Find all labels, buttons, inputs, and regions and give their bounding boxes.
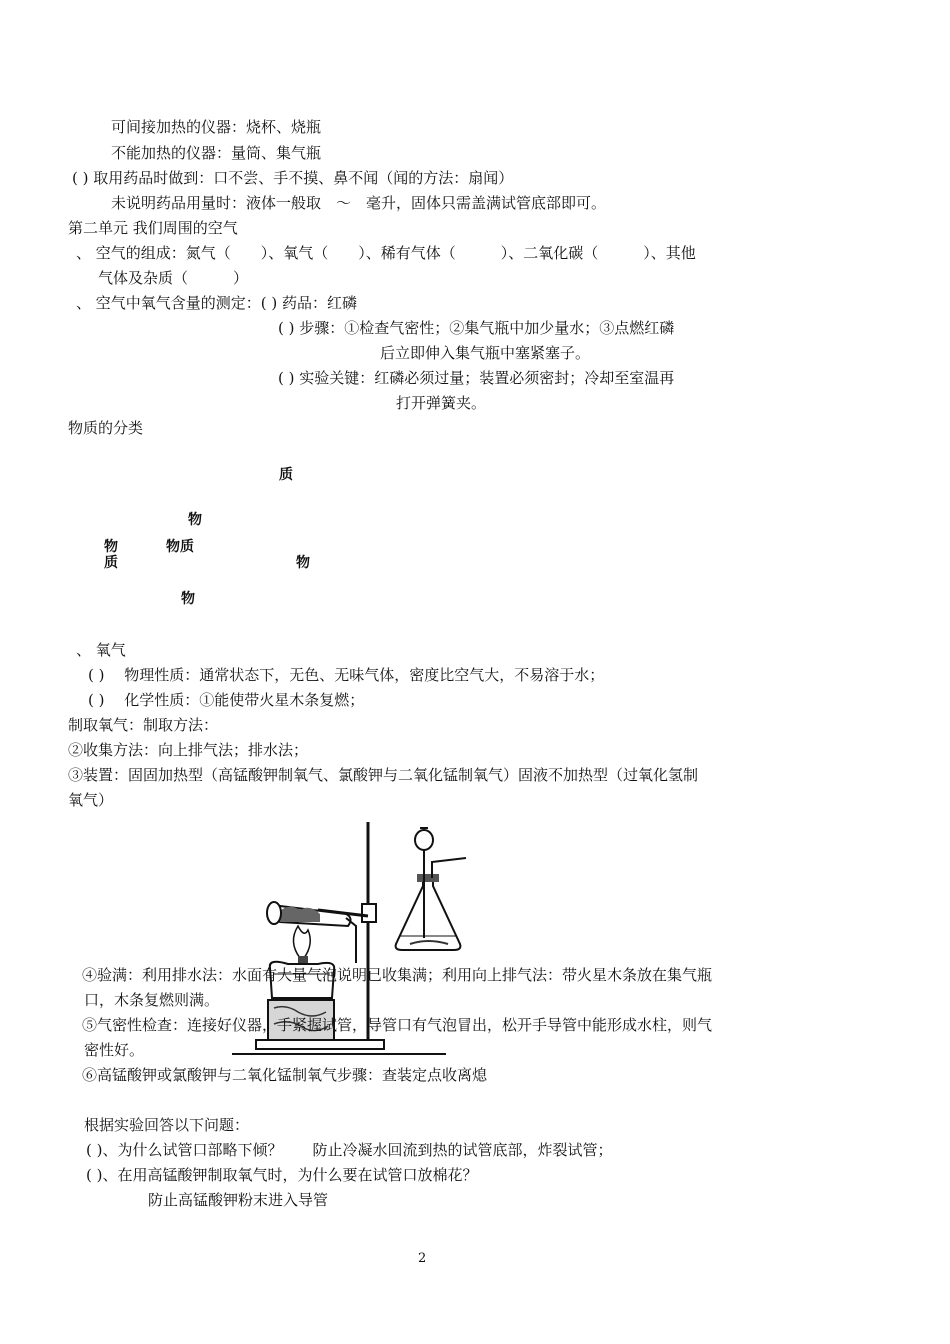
text-line: 口，木条复燃则满。 bbox=[84, 991, 220, 1009]
text-line: 、 空气中氧气含量的测定：( ) 药品：红磷 bbox=[76, 294, 358, 312]
text-line: ( )、在用高锰酸钾制取氧气时，为什么要在试管口放棉花？ bbox=[86, 1166, 478, 1184]
text-line: 后立即伸入集气瓶中塞紧塞子。 bbox=[380, 344, 591, 362]
text-line: 密性好。 bbox=[84, 1041, 145, 1059]
text-line: ( ) 步骤：①检查气密性；②集气瓶中加少量水；③点燃红磷 bbox=[278, 319, 675, 337]
text-line: 不能加热的仪器：量筒、集气瓶 bbox=[111, 144, 322, 162]
text-line: ( )、为什么试管口部略下倾？ 防止冷凝水回流到热的试管底部，炸裂试管； bbox=[86, 1141, 613, 1159]
text-line: 气体及杂质（ ） bbox=[98, 269, 249, 287]
text-line: 未说明药品用量时：液体一般取 ～ 毫升，固体只需盖满试管底部即可。 bbox=[111, 194, 607, 212]
text-line: ②收集方法：向上排气法；排水法； bbox=[68, 741, 309, 759]
text-line: ③装置：固固加热型（高锰酸钾制氧气、氯酸钾与二氧化锰制氧气）固液不加热型（过氧化氢制 bbox=[68, 766, 699, 784]
text-line: ( ) 化学性质：①能使带火星木条复燃； bbox=[88, 691, 365, 709]
text-line: 防止高锰酸钾粉末进入导管 bbox=[148, 1191, 329, 1209]
classification-label: 物质 bbox=[166, 539, 194, 555]
text-line: 根据实验回答以下问题： bbox=[84, 1116, 250, 1134]
classification-label: 质 bbox=[104, 555, 118, 571]
classification-label: 质 bbox=[279, 467, 293, 483]
text-line: ( ) 取用药品时做到：口不尝、手不摸、鼻不闻（闻的方法：扇闻） bbox=[72, 169, 514, 187]
classification-label: 物 bbox=[296, 555, 310, 571]
text-line: ( ) 物理性质：通常状态下，无色、无味气体，密度比空气大，不易溶于水； bbox=[88, 666, 605, 684]
text-line: 制取氧气：制取方法： bbox=[68, 716, 219, 734]
text-line: ⑥高锰酸钾或氯酸钾与二氧化锰制氧气步骤：查装定点收离熄 bbox=[82, 1066, 488, 1084]
classification-label: 物 bbox=[181, 591, 195, 607]
text-line: 、 空气的组成：氮气（ ）、氧气（ ）、稀有气体（ ）、二氧化碳（ ）、其他 bbox=[76, 244, 696, 262]
text-line: 可间接加热的仪器：烧杯、烧瓶 bbox=[111, 118, 322, 136]
text-line: ④验满：利用排水法：水面有大量气泡说明已收集满；利用向上排气法：带火星木条放在集气瓶 bbox=[82, 966, 713, 984]
section-heading: 物质的分类 bbox=[68, 419, 144, 437]
page-number: 2 bbox=[418, 1251, 427, 1266]
classification-label: 物 bbox=[188, 512, 202, 528]
text-line: ⑤气密性检查：连接好仪器，手紧握试管，导管口有气泡冒出，松开手导管中能形成水柱，则气 bbox=[82, 1016, 713, 1034]
text-line: 氧气） bbox=[68, 791, 114, 809]
text-line: 打开弹簧夹。 bbox=[396, 394, 487, 412]
text-line: ( ) 实验关键：红磷必须过量；装置必须密封；冷却至室温再 bbox=[278, 369, 675, 387]
classification-label: 物 bbox=[104, 539, 118, 555]
section-heading: 、 氧气 bbox=[76, 641, 126, 659]
section-heading: 第二单元 我们周围的空气 bbox=[68, 219, 238, 237]
